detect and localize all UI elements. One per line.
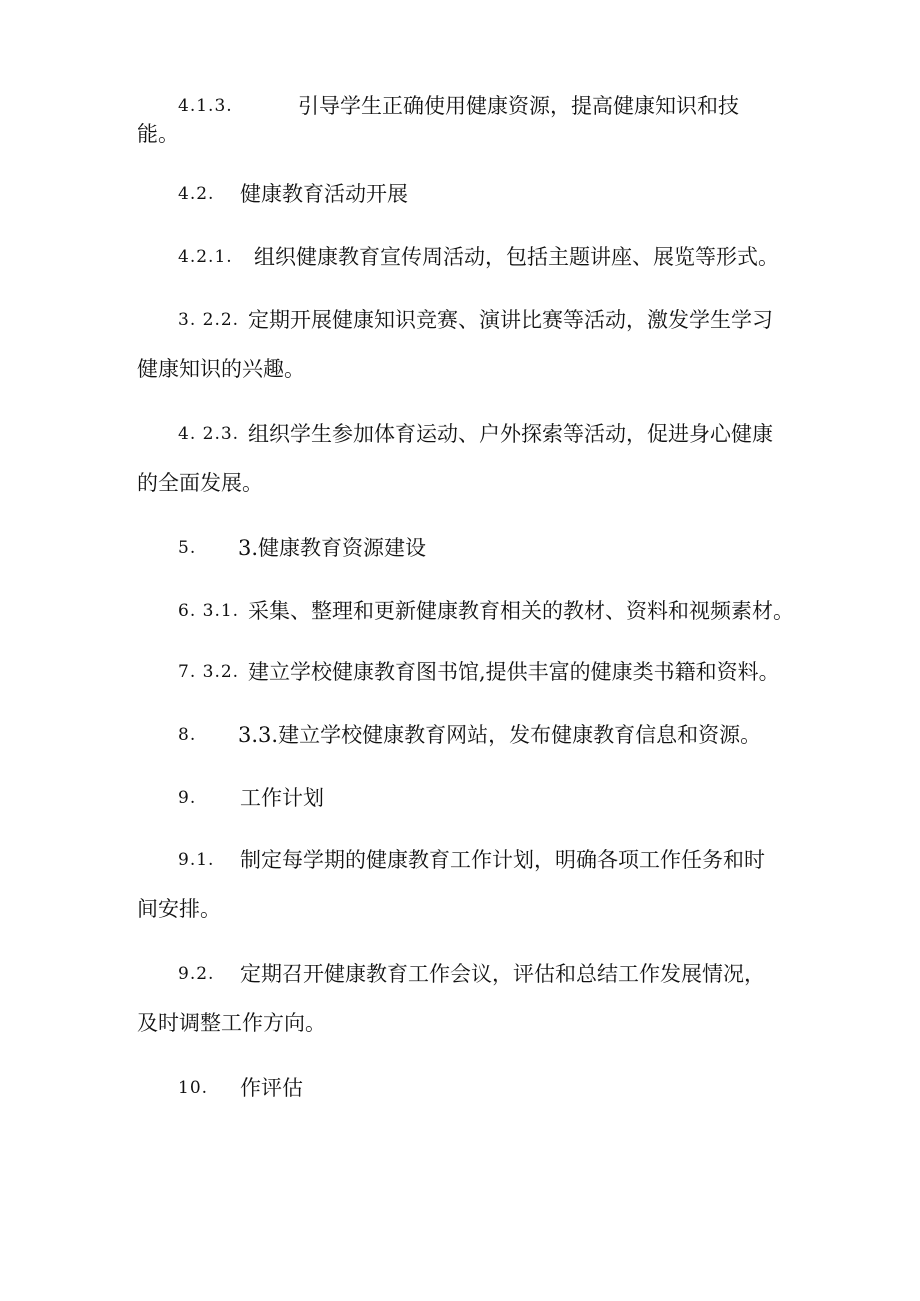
paragraph-text: 组织健康教育宣传周活动，包括主题讲座、展览等形式。 — [254, 245, 779, 269]
section-heading: 3.健康教育资源建设 — [238, 536, 427, 560]
paragraph-number: 7. 3.2. — [178, 662, 240, 682]
paragraph-text: 制定每学期的健康教育工作计划，明确各项工作任务和时 — [240, 848, 765, 872]
paragraph-number: 6. 3.1. — [178, 601, 240, 621]
section-heading: 工作计划 — [240, 786, 324, 810]
paragraph-text: 间安排。 — [137, 897, 221, 921]
section-heading: 作评估 — [240, 1076, 303, 1100]
paragraph-number: 9. — [178, 788, 197, 808]
paragraph-number: 3. 2.2. — [178, 310, 240, 330]
paragraph-text: 定期开展健康知识竞赛、演讲比赛等活动，激发学生学习 — [248, 308, 773, 332]
paragraph-text: 的全面发展。 — [137, 471, 263, 495]
paragraph-text: 能。 — [137, 122, 179, 146]
paragraph-text: 组织学生参加体育运动、户外探索等活动，促进身心健康 — [248, 422, 773, 446]
paragraph-number: 4. 2.3. — [178, 424, 240, 444]
paragraph-text: 3.3.建立学校健康教育网站，发布健康教育信息和资源。 — [238, 723, 762, 747]
paragraph-number: 4.2. — [178, 184, 215, 204]
paragraph-number: 9.1. — [178, 850, 215, 870]
paragraph-text: 健康知识的兴趣。 — [137, 357, 305, 381]
paragraph-text: 定期召开健康教育工作会议，评估和总结工作发展情况， — [240, 962, 765, 986]
paragraph-text: 引导学生正确使用健康资源，提高健康知识和技 — [298, 94, 739, 118]
paragraph-text: 建立学校健康教育图书馆,提供丰富的健康类书籍和资料。 — [248, 660, 780, 684]
paragraph-number: 9.2. — [178, 964, 215, 984]
paragraph-number: 4.2.1. — [178, 247, 233, 267]
paragraph-text: 采集、整理和更新健康教育相关的教材、资料和视频素材。 — [248, 599, 794, 623]
section-heading: 健康教育活动开展 — [240, 182, 408, 206]
paragraph-number: 10. — [178, 1078, 209, 1098]
paragraph-number: 4.1.3. — [178, 96, 233, 116]
paragraph-number: 5. — [178, 538, 197, 558]
paragraph-text: 及时调整工作方向。 — [137, 1011, 326, 1035]
paragraph-number: 8. — [178, 725, 197, 745]
